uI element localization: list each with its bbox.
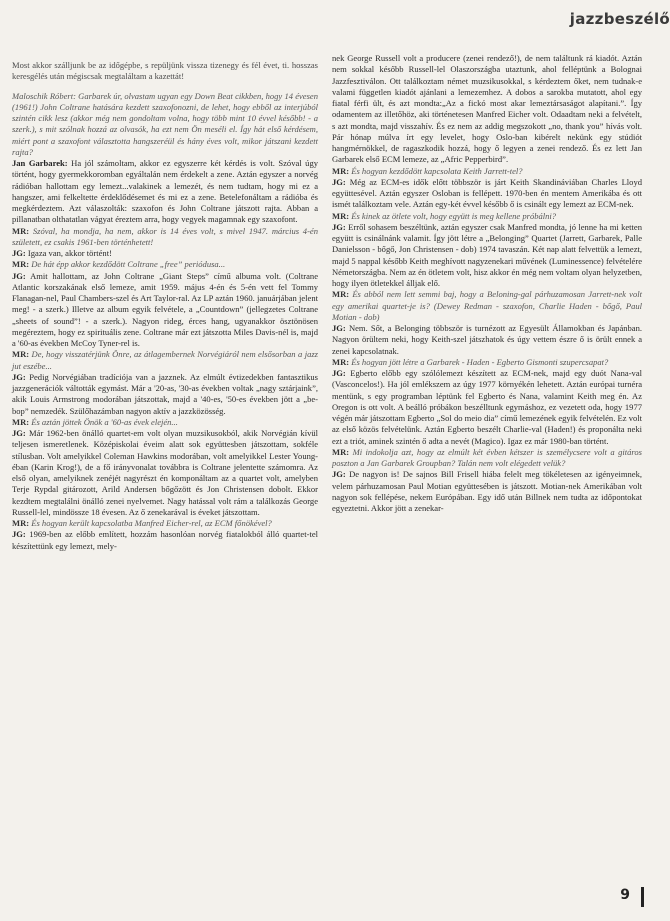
paragraph-text: 1969-ben az előbb említett, hozzám hasonlóan norvég fiatalokból álló quartet-tel készítettünk egy lemezt, mely-: [12, 529, 318, 551]
paragraph-text: Már 1962-ben önálló quartet-em volt olyan muzsikusokból, akik Norvégián kívül teljesen ismeretlenek. Középiskolai éveim alatt sok együttesben játszottam, sokféle stílusban. Volt amelyikkel Coleman Hawkins modorában, volt amelyikkel Lester Young-éban (Karin Krog!), de a fő irányvonalat továbbra is Coltrane jelentette számomra. Az első olyan, amelyiknek zenéjét nagyrészt én komponáltam az a quartet volt, amelyben Terje Rypdal gitározott, Arild Andersen bőgőzött és Jon Christensen dobolt. Ekkor kezdtem megtalálni önálló zenei nyelvemet. Nagy hatással volt rám a találkozás George Russell-lel, mindössze 18 évesen. Az ő zenekarával is éveket játszottam.: [12, 428, 318, 517]
paragraph-text: Szóval, ha mondja, ha nem, akkor is 14 éves volt, s mivel 1947. március 4-én született, ez csakis 1961-ben történhetett!: [12, 225, 318, 247]
answer-paragraph: [332, 469, 642, 514]
speaker-label: JG:: [332, 176, 346, 187]
section-title: jazzbeszélő: [569, 10, 670, 28]
answer-paragraph: [12, 529, 318, 552]
paragraph-text: És hogyan került kapcsolatba Manfred Eicher-rel, az ECM főnökével?: [29, 518, 272, 528]
paragraph-text: És kinek az ötlete volt, hogy együtt is meg kellene próbálni?: [349, 210, 557, 221]
answer-paragraph: [332, 177, 642, 211]
speaker-label: MR:: [12, 259, 30, 270]
paragraph-text: Amit hallottam, az John Coltrane „Giant Steps” című albuma volt. (Coltrane Atlantic korszakának első lemeze, amit 1959. május 4-én és 5-én vett fel Tommy Flanagan-nel, Paul Chambers-szel és Art Taylor-ral. Az LP aztán 1960. januárjában jelent meg! - a szerk.) Illetve az album egyik felvétele, a „Countdown” (jellegzetes Coltrane „sheets of sound”! - a szerk.). Nagyon rideg, érces hang, ugyanakkor ösztönösen megéreztem, hogy ez spirituális zene. Coltrane már ezt játszotta Miles Davis-nél is, majd a '60-as években McCoy Tyner-rel is.: [12, 270, 318, 348]
speaker-label: MR:: [12, 518, 30, 528]
question-paragraph: [332, 357, 642, 368]
paragraph-text: És aztán jöttek Önök a '60-as évek elején...: [29, 416, 178, 427]
paragraph-text: Nem. Sőt, a Belonging többször is turnézott az Egyesült Államokban és Japánban. Nagyon örültem neki, hogy Keith-szel játszhatok és úgy vettem észre ő is örült ennek a zenei kapcsolatnak.: [332, 323, 642, 356]
question-paragraph: [12, 259, 318, 270]
speaker-label: JG:: [12, 529, 26, 540]
paragraph-text: Most akkor szálljunk be az időgépbe, s repüljünk vissza tizenegy és fél évet, ti. hosszas keresgélés után mégiscsak megtaláltam a kazettát!: [12, 60, 318, 82]
answer-paragraph: [332, 323, 642, 357]
speaker-label: MR:: [332, 356, 350, 367]
speaker-label: MR:: [332, 165, 350, 176]
speaker-label: MR:: [332, 289, 350, 300]
answer-paragraph: [12, 372, 318, 417]
paragraph-text: Pedig Norvégiában tradíciója van a jazznek. Az elmúlt évtizedekben fantasztikus jazzgenerációk váltották egymást. Már a '20-as, '30-as években voltak „nagy sztárjaink”, akik Louis Armstrong modorában játszottak, majd a '40-es, '50-es években jött a „be-bop” nemzedék. Szülőhazámban nagyon aktív a jazzközösség.: [12, 371, 318, 416]
paragraph-text: Erről sohasem beszéltünk, aztán egyszer csak Manfred mondta, jó lenne ha mi ketten együtt is csinálnánk valamit. Így jött létre a „Belonging” Quartet (Jarrett, Garbarek, Palle Danielsson - bőgő, Jon Christensen - dob) 1974 tavaszán. Két nap alatt felvettük a lemezt, majd 5 nappal később Keith meghívott nagyzenekari művének (Luminessence) felvételére Németországba. Nem az én ötletem volt, hisz akkor én még nem voltam olyan helyzetben, hogy ilyen ötletekkel álljak elő.: [332, 221, 642, 288]
speaker-label: JG:: [332, 221, 346, 232]
answer-paragraph: [12, 271, 318, 350]
question-paragraph: [12, 417, 318, 428]
paragraph-text: De nagyon is! De sajnos Bill Frisell hiába felelt meg tökéletesen az igényeimnek, velem párhuzamosan Paul Motian együttesében is játszott. Motian-nek Amerikában volt nagyon sok fellépése, nekem Európában. Egy idő után Billnek nem tudta az időpontokat egyeztetni. Akkor jött a zenekar-: [332, 469, 642, 513]
paragraph-text: De hát épp akkor kezdődött Coltrane „free” periódusa...: [29, 259, 226, 270]
paragraph-text: De, hogy visszatérjünk Önre, az átlagembernek Norvégiáról nem elsősorban a jazz jut eszébe...: [12, 349, 318, 371]
speaker-label: JG:: [332, 368, 346, 378]
answer-paragraph: [12, 158, 318, 226]
paragraph-text: És hogyan jött létre a Garbarek - Haden - Egberto Gismonti szupercsapat?: [349, 356, 609, 367]
page-number: 9: [620, 887, 630, 903]
question-paragraph: [12, 349, 318, 372]
speaker-label: MR:: [12, 349, 30, 360]
speaker-label: JG:: [12, 428, 26, 438]
speaker-label: MR:: [12, 225, 30, 236]
question-paragraph: [12, 226, 318, 249]
paragraph-text: És hogyan kezdődött kapcsolata Keith Jarrett-tel?: [349, 165, 523, 176]
paragraph-text: Egberto előbb egy szólólemezt készített az ECM-nek, majd egy duót Nana-val (Vasconcelos!). Ha jól emlékszem az úgy 1977 környékén lehetett. Aztán európai turnéra mentünk, s egy programban léptünk fel Egberto és Nana, valamint Keith meg én. Az Oregon is ott volt. A beálló próbákon beszélltunk egymáshoz, ez vezetett oda, hogy 1977 végén már játszottam Egberto „Sol do meio dia” című lemezének egyik felvételén. Ez volt az első közös felvételünk. Aztán Egberto beszélt Charlie-val (Haden!) és proponálta neki ezt a triót, aminek szintén ő adta a nevét (Magico). Igaz ez már 1980-ban történt.: [332, 368, 642, 446]
question-paragraph: [332, 447, 642, 470]
paragraph-text: nek George Russell volt a producere (zenei rendező!), de nem találtunk rá kiadót. Aztán nem sokkal később Russell-lel Olaszországba utaztunk, ahol felléptünk a Bolognai Jazzfesztiválon. Ott találkoztam német muzsikusokkal, s kérdeztem őket, nem tudnak-e valami független kiadót ajánlani a lemezemhez. A dobos a sarokba mutatott, ahol egy fiatal férfi ült, és azt mondta:„Az a fickó most akar lemeztársaságot alapítani.”. Így odamentem az illetőhöz, aki történetesen Manfred Eicher volt. Odaadtam neki a felvételt, s azt mondta, majd visszahív. És ez nem az addig megszokott „no, thank you” hívás volt. Pár hónap múlva írt egy levelet, hogy Oslo-ban kibérelt nekünk egy stúdiót hangmérnökkel, de ragaszkodik hozzá, hogy ő legyen a zenei rendező. És ez lett Jan Garbarek első ECM lemeze, az „Afric Pepperbird”.: [332, 53, 642, 165]
answer-paragraph: [332, 368, 642, 447]
question-paragraph: [332, 211, 642, 222]
question-paragraph: [12, 518, 318, 529]
paragraph-text: Mi indokolja azt, hogy az elmúlt két évben kétszer is személycsere volt a gitáros poszton a Jan Garbarek Groupban? Talán nem volt elégedett velük?: [332, 446, 642, 468]
question-paragraph: [12, 91, 318, 159]
left-column: [12, 60, 318, 552]
speaker-label: JG:: [12, 248, 26, 258]
paragraph-text: Ha jól számoltam, akkor ez egyszerre két kérdés is volt. Szóval úgy történt, hogy gyermekkoromban egyáltalán nem érdekelt a zene. Aztán egyszer a norvég rádióban hallottam egy lemezt...valakinek a lemezét, és nem tudtam, hogy mi ez a hangszer, ami felkeltette érdeklődésemet és mi ez a zene. Betelefonáltam a rádióba és megkérdeztem. Azt válaszolták: szaxofon és John Coltrane játszott rajta. Abban a pillanatban olthatatlan vágyat éreztem arra, hogy vegyek magamnak egy szaxofont.: [12, 158, 318, 225]
speaker-label: MR:: [12, 416, 30, 427]
answer-paragraph: [12, 428, 318, 518]
paragraph-text: Még az ECM-es idők előtt többször is járt Keith Skandináviában Charles Lloyd együttesével. Aztán egyszer Osloban is fellépett. 1970-ben én mentem Amerikába és ott ismét találkoztam vele. Aztán egy-két évvel később ő is csinált egy lemezt az ECM-nek.: [332, 176, 642, 210]
speaker-label: JG:: [332, 323, 346, 333]
speaker-label: JG:: [332, 469, 346, 480]
answer-paragraph: [332, 222, 642, 290]
right-column: [332, 53, 642, 514]
page-number-bar: [641, 887, 644, 907]
speaker-label: MR:: [332, 446, 350, 457]
answer-paragraph: [12, 248, 318, 259]
speaker-label: JG:: [12, 371, 26, 382]
paragraph-text: Maloschik Róbert: Garbarek úr, olvastam ugyan egy Down Beat cikkben, hogy 14 évesen (1961!) John Coltrane hatására kezdett szaxofonozni, de lehet, hogy ebből az interjúból szintén cikk lesz (akkor még nem gondoltam volna, hogy több mint 10 évvel később! - a szerk.), s mit szólnak hozzá az olvasók, ha ezt nem Ön meséli el. Így hát első kérdésem, miért pont a szaxofont választotta hangszeréül és hány éves volt, mikor játszani kezdett rajta?: [12, 90, 318, 157]
answer-paragraph: [332, 53, 642, 166]
speaker-label: MR:: [332, 210, 350, 221]
question-paragraph: [332, 166, 642, 177]
speaker-label: JG:: [12, 270, 26, 281]
speaker-label: Jan Garbarek:: [12, 158, 68, 168]
question-paragraph: [332, 289, 642, 323]
intro-paragraph: [12, 60, 318, 83]
paragraph-text: Igaza van, akkor történt!: [25, 248, 112, 258]
paragraph-text: És abból nem lett semmi baj, hogy a Beloning-gal párhuzamosan Jarrett-nek volt egy amerikai quartet-je is? (Dewey Redman - szaxofon, Charlie Haden - bőgő, Paul Motian - dob): [332, 289, 642, 322]
